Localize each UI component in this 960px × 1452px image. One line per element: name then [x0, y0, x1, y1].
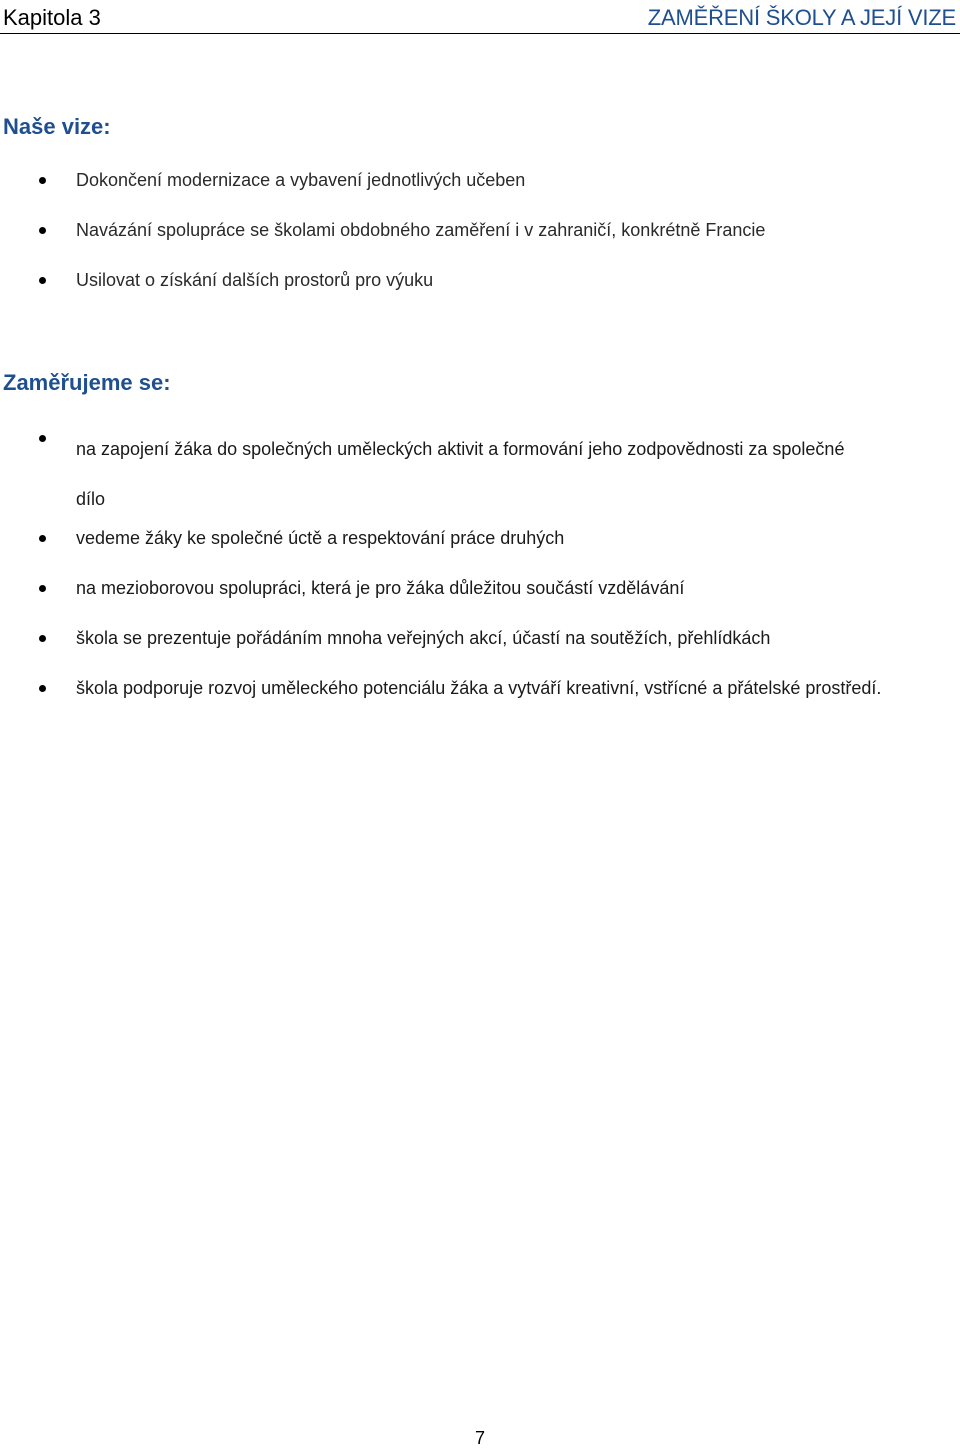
vision-list: [0, 166, 960, 316]
list-item-text: vedeme žáky ke společné úctě a respektování práce druhých: [76, 528, 565, 548]
list-item-text: Dokončení modernizace a vybavení jednotlivých učeben: [76, 170, 526, 190]
bullet-icon: [39, 685, 46, 692]
bullet-icon: [39, 177, 46, 184]
list-item: [0, 266, 960, 295]
list-item-text: škola se prezentuje pořádáním mnoha veřejných akcí, účastí na soutěžích, přehlídkách: [76, 628, 771, 648]
bullet-icon: [39, 635, 46, 642]
page-number: 7: [474, 1428, 485, 1448]
focus-list: [0, 424, 960, 724]
chapter-label: Kapitola 3: [3, 5, 101, 30]
list-item: [0, 674, 960, 703]
bullet-icon: [39, 585, 46, 592]
vision-heading: Naše vize:: [3, 114, 111, 139]
list-item-text: škola podporuje rozvoj uměleckého potenciálu žáka a vytváří kreativní, vstřícné a přátelské prostředí.: [76, 678, 882, 698]
focus-heading: Zaměřujeme se:: [3, 370, 171, 395]
list-item-text: na zapojení žáka do společných uměleckých aktivit a formování jeho zodpovědnosti za společné dílo: [76, 439, 845, 509]
list-item: [0, 524, 960, 553]
list-item: [0, 574, 960, 603]
bullet-icon: [39, 277, 46, 284]
list-item: [0, 216, 960, 245]
page-header: [0, 0, 960, 34]
list-item: [0, 424, 960, 524]
list-item-text: Navázání spolupráce se školami obdobného zaměření i v zahraničí, konkrétně Francie: [76, 220, 766, 240]
chapter-title: ZAMĚŘENÍ ŠKOLY A JEJÍ VIZE: [647, 5, 956, 30]
bullet-icon: [39, 227, 46, 234]
list-item: [0, 166, 960, 195]
list-item-text: na mezioborovou spolupráci, která je pro žáka důležitou součástí vzdělávání: [76, 578, 685, 598]
list-item: [0, 624, 960, 653]
list-item-text: Usilovat o získání dalších prostorů pro výuku: [76, 270, 434, 290]
bullet-icon: [39, 535, 46, 542]
bullet-icon: [39, 435, 46, 442]
